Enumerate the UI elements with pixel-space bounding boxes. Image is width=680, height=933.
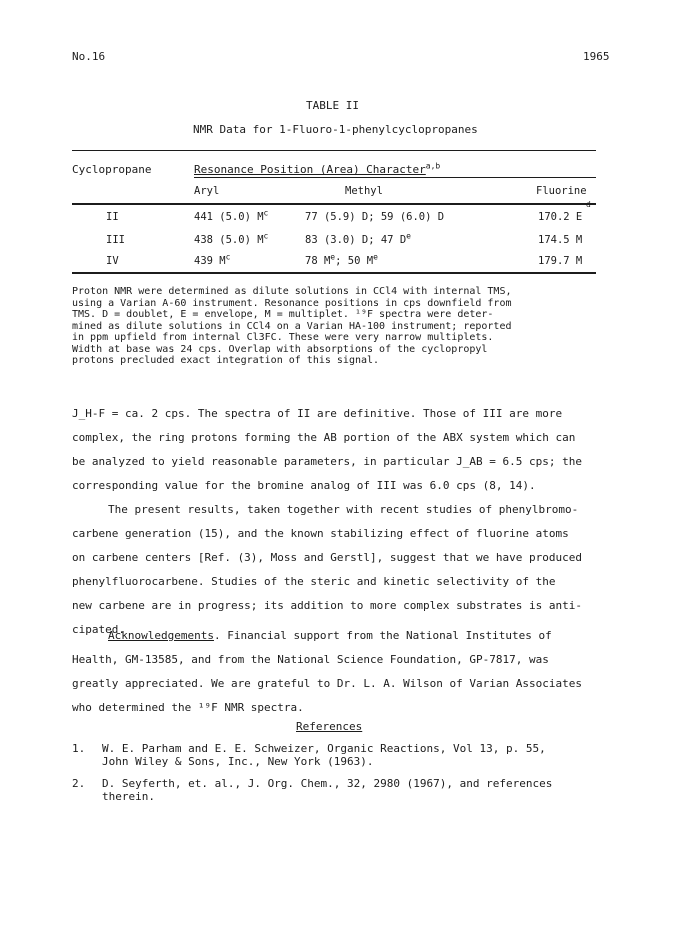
body-line: corresponding value for the bromine analog of III was 6.0 cps (8, 14). [72, 479, 536, 492]
table-top-rule [72, 150, 596, 151]
reference-line: therein. [102, 790, 155, 803]
footnote-line: Proton NMR were determined as dilute solutions in CCl4 with internal TMS, [72, 286, 512, 297]
col-header-resonance-text: Resonance Position (Area) Character [194, 163, 426, 176]
references-heading: References [296, 720, 363, 733]
footnote-line: mined as dilute solutions in CCl4 on a Varian HA-100 instrument; reported [72, 320, 512, 332]
aryl-footnote-mark: c [263, 208, 269, 218]
footnote-line: Width at base was 24 cps. Overlap with absorptions of the cyclopropyl [72, 343, 488, 355]
methyl-footnote-mark: e [406, 231, 411, 241]
col-header-resonance-sup: a,b [425, 161, 441, 171]
row-methyl [305, 252, 378, 267]
reference-item [102, 742, 546, 768]
reference-number: 1. [72, 742, 86, 755]
row-compound: IV [106, 255, 119, 267]
table-bottom-rule [72, 272, 596, 274]
table-footnotes [72, 286, 512, 367]
acknowledgements-heading: Acknowledgements [108, 629, 214, 642]
table-label: TABLE II [306, 99, 359, 112]
aryl-footnote-mark: c [225, 252, 231, 262]
ack-text: . Financial support from the National Institutes of [213, 629, 552, 642]
subheader-fluorine: Fluorine [536, 185, 587, 197]
table-header-rule [72, 203, 596, 205]
subheader-aryl: Aryl [194, 185, 220, 197]
aryl-value: 441 (5.0) M [194, 211, 264, 223]
footnote-line: using a Varian A-60 instrument. Resonance positions in cps downfield from [72, 297, 512, 309]
page-number: 1965 [583, 50, 610, 63]
fluorine-value: 170.2 E [538, 211, 583, 223]
footnote-line: TMS. D = doublet, E = envelope, M = multiplet. ¹⁹F spectra were deter- [72, 309, 494, 320]
paragraph-results [72, 498, 582, 642]
body-line: J_H-F = ca. 2 cps. The spectra of II are definitive. Those of III are more [72, 407, 563, 420]
aryl-value: 438 (5.0) M [194, 234, 264, 246]
paragraph-acknowledgements [72, 624, 582, 720]
body-line: cipated. [72, 623, 125, 636]
reference-line: D. Seyferth, et. al., J. Org. Chem., 32, 2980 (1967), and references [102, 777, 553, 790]
body-line: carbene generation (15), and the known stabilizing effect of fluorine atoms [72, 527, 569, 540]
aryl-footnote-mark: c [263, 231, 269, 241]
body-line: on carbene centers [Ref. (3), Moss and Gerstl], suggest that we have produced [72, 551, 582, 564]
row-fluorine: 179.7 M [538, 255, 583, 267]
body-line: greatly appreciated. We are grateful to Dr. L. A. Wilson of Varian Associates [72, 677, 582, 690]
methyl-value: 78 M [305, 255, 331, 267]
col-header-resonance [194, 163, 440, 176]
table-title: NMR Data for 1-Fluoro-1-phenylcyclopropanes [193, 123, 478, 136]
table-sub-rule [194, 177, 596, 178]
row-methyl [305, 231, 411, 246]
methyl-value: 83 (3.0) D; 47 D [305, 234, 407, 246]
body-line: complex, the ring protons forming the AB portion of the ABX system which can [72, 431, 576, 444]
fluorine-footnote-mark: d [586, 200, 591, 209]
subheader-methyl: Methyl [345, 185, 383, 197]
methyl-footnote-mark: e [330, 252, 336, 262]
row-aryl [194, 208, 269, 223]
body-line: phenylfluorocarbene. Studies of the steric and kinetic selectivity of the [72, 575, 556, 588]
row-aryl [194, 252, 231, 267]
reference-line: W. E. Parham and E. E. Schweizer, Organic Reactions, Vol 13, p. 55, [102, 742, 546, 755]
paragraph-coupling [72, 402, 582, 498]
body-line: who determined the ¹⁹F NMR spectra. [72, 701, 304, 714]
aryl-value: 439 M [194, 255, 226, 267]
row-compound: II [106, 211, 119, 223]
col-header-cyclopropane: Cyclopropane [72, 163, 152, 176]
row-methyl: 77 (5.9) D; 59 (6.0) D [305, 211, 445, 223]
footnote-line: protons precluded exact integration of this signal. [72, 355, 380, 366]
row-fluorine: 174.5 M [538, 234, 583, 246]
reference-line: John Wiley & Sons, Inc., New York (1963). [102, 755, 374, 768]
body-line: The present results, taken together with recent studies of phenylbromo- [108, 503, 579, 516]
methyl-footnote-mark: e [373, 252, 378, 262]
body-line: be analyzed to yield reasonable parameters, in particular J_AB = 6.5 cps; the [72, 455, 582, 468]
footnote-line: in ppm upfield from internal Cl3FC. These were very narrow multiplets. [72, 332, 494, 343]
reference-number: 2. [72, 777, 86, 790]
row-fluorine [538, 211, 582, 223]
row-compound: III [106, 234, 125, 246]
body-line: Health, GM-13585, and from the National Science Foundation, GP-7817, was [72, 653, 549, 666]
journal-issue: No.16 [72, 50, 106, 63]
body-line: new carbene are in progress; its addition to more complex substrates is anti- [72, 599, 582, 612]
reference-item [102, 777, 552, 803]
body-line [72, 624, 582, 648]
row-aryl [194, 231, 269, 246]
methyl-value: ; 50 M [335, 255, 374, 267]
